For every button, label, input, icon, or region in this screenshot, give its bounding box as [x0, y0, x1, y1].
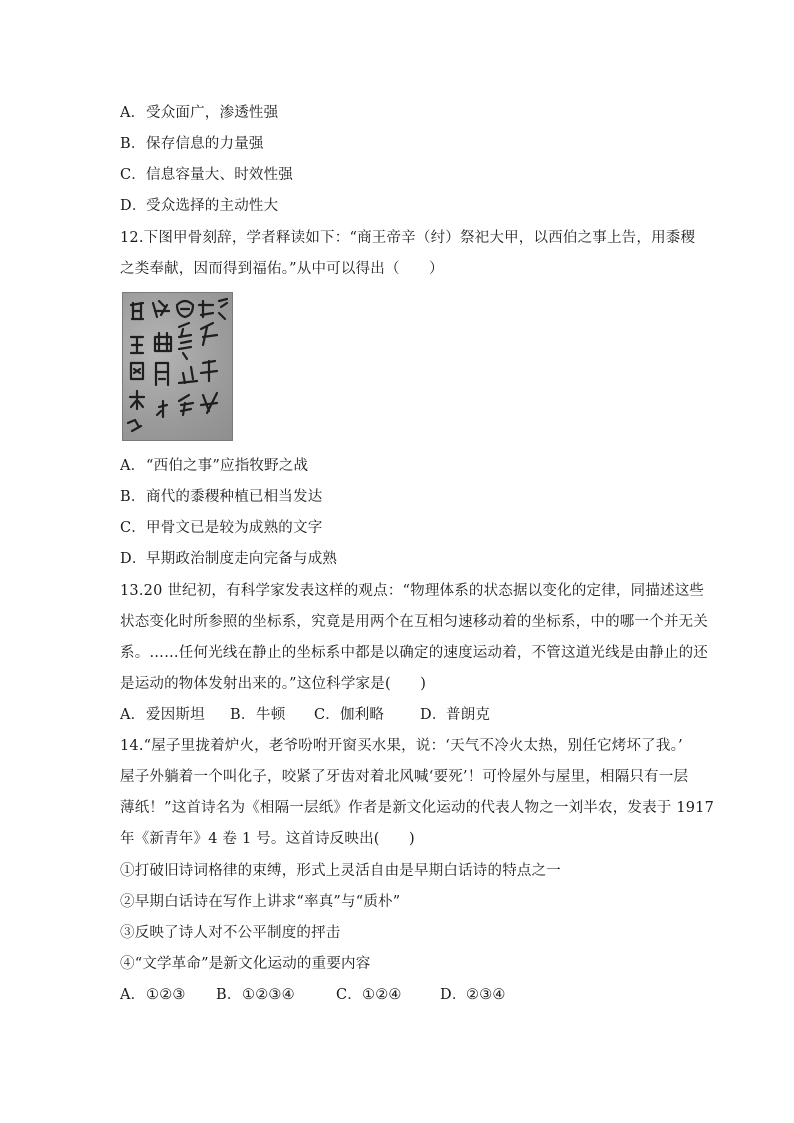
- q13-stem-line-3: 系。……任何光线在静止的坐标系中都是以确定的速度运动着，不管这道光线是由静止的还: [120, 645, 708, 661]
- q14-statement-2: ②早期白话诗在写作上讲求“率真”与“质朴”: [120, 894, 401, 910]
- oracle-bone-glyphs: [123, 293, 232, 440]
- q12-stem-line-2: 之类奉献，因而得到福佑。”从中可以得出（ ）: [120, 261, 444, 277]
- q12-option-a: A．“西伯之事”应指牧野之战: [120, 458, 309, 474]
- q13-stem-line-2: 状态变化时所参照的坐标系，究竟是用两个在互相匀速移动着的坐标系，中的哪一个并无关: [120, 614, 708, 630]
- q13-option-c: C．伽利略: [314, 707, 385, 723]
- q11-option-d: D．受众选择的主动性大: [120, 198, 279, 214]
- q13-stem-line-4: 是运动的物体发射出来的。”这位科学家是( ): [120, 676, 427, 692]
- q14-stem-line-3: 薄纸！”这首诗名为《相隔一层纸》作者是新文化运动的代表人物之一刘半农，发表于 1917: [120, 800, 715, 816]
- q14-option-d: D．②③④: [440, 987, 506, 1003]
- q12-option-d: D．早期政治制度走向完备与成熟: [120, 551, 338, 567]
- q14-option-c: C．①②④: [336, 987, 402, 1003]
- q12-option-b: B．商代的黍稷种植已相当发达: [120, 489, 323, 505]
- q13-options-row: [120, 705, 490, 725]
- q14-options-row: [120, 985, 506, 1005]
- q11-option-b: B．保存信息的力量强: [120, 136, 264, 152]
- q14-stem-line-2: 屋子外躺着一个叫化子，咬紧了牙齿对着北风喊‘要死’！可怜屋外与屋里，相隔只有一层: [120, 769, 689, 785]
- q14-stem-line-1: 14.“屋子里拢着炉火，老爷吩咐开窗买水果，说：‘天气不冷火太热，别任它烤坏了我。’: [120, 738, 683, 754]
- q12-stem-line-1: 12.下图甲骨刻辞，学者释读如下：“商王帝辛（纣）祭祀大甲，以西伯之事上告，用黍稷: [120, 230, 696, 246]
- q14-statement-4: ④“文学革命”是新文化运动的重要内容: [120, 956, 371, 972]
- q11-option-c: C．信息容量大、时效性强: [120, 167, 293, 183]
- q12-option-c: C．甲骨文已是较为成熟的文字: [120, 520, 323, 536]
- q11-option-a: A．受众面广，渗透性强: [120, 105, 279, 121]
- q13-option-a: A．爱因斯坦: [120, 707, 205, 723]
- q14-statement-3: ③反映了诗人对不公平制度的抨击: [120, 925, 341, 941]
- q14-stem-line-4: 年《新青年》4 卷 1 号。这首诗反映出( ): [120, 831, 415, 847]
- q13-option-d: D．普朗克: [420, 707, 491, 723]
- q14-statement-1: ①打破旧诗词格律的束缚，形式上灵活自由是早期白话诗的特点之一: [120, 863, 561, 879]
- q14-option-a: A．①②③: [120, 987, 186, 1003]
- oracle-bone-inscription-image: [122, 292, 233, 441]
- q13-stem-line-1: 13.20 世纪初，有科学家发表这样的观点：“物理体系的状态据以变化的定律，同描述这些: [120, 583, 705, 599]
- q13-option-b: B．牛顿: [230, 707, 286, 723]
- q14-option-b: B．①②③④: [216, 987, 295, 1003]
